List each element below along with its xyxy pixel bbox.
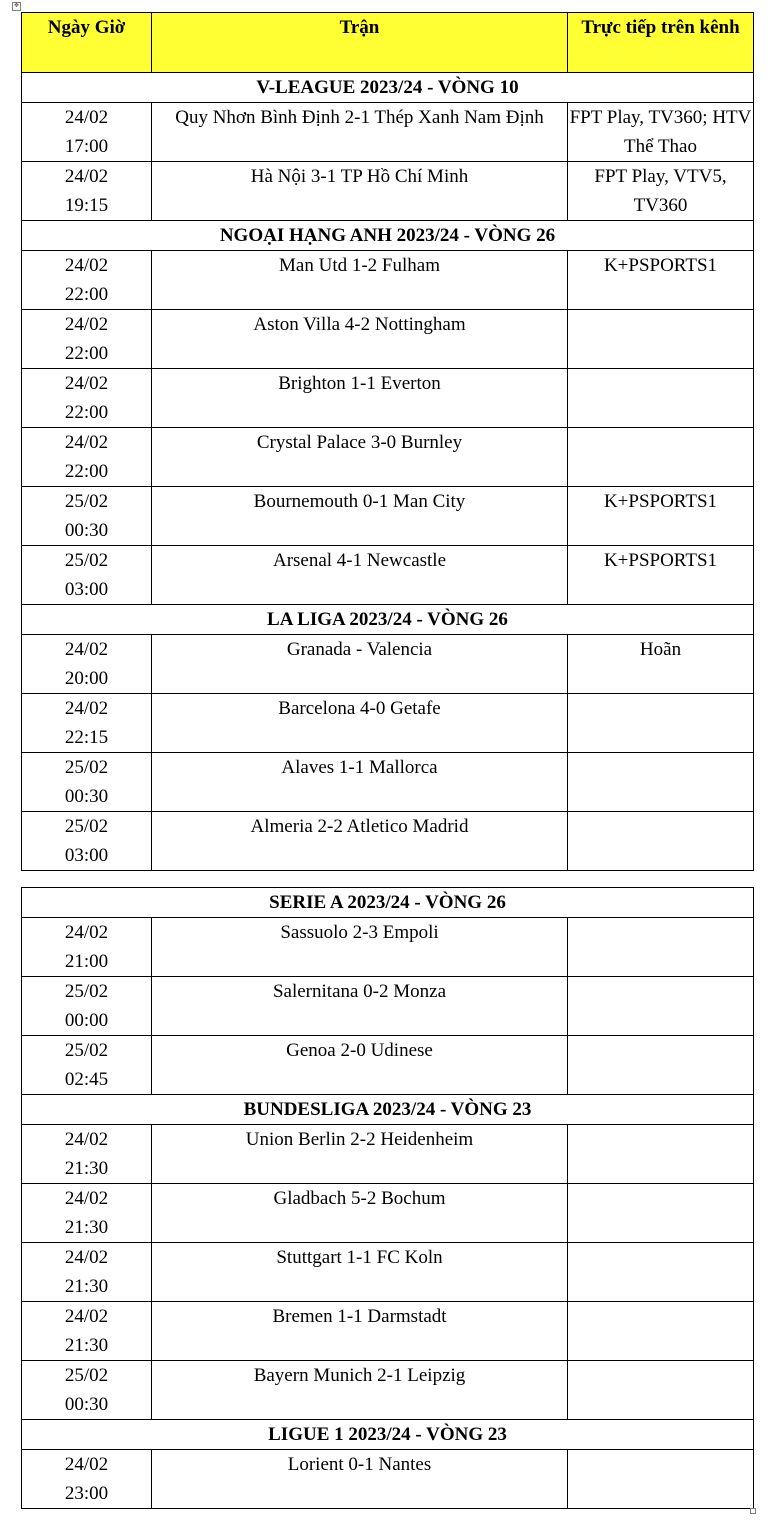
match-row [22,1125,754,1184]
match-time: 21:30 [64,1335,109,1356]
match-channel [568,753,754,812]
match-channel [568,1184,754,1243]
match-name: Sassuolo 2-3 Empoli [152,918,568,977]
match-name: Alaves 1-1 Mallorca [152,753,568,812]
match-name: Bremen 1-1 Darmstadt [152,1302,568,1361]
section-row [22,1420,754,1450]
section-row [22,73,754,103]
match-name: Granada - Valencia [152,635,568,694]
match-time: 22:00 [64,284,109,305]
match-name: Crystal Palace 3-0 Burnley [152,428,568,487]
match-datetime-cell [22,1184,152,1243]
match-time: 00:30 [64,1394,109,1415]
match-date: 24/02 [64,1129,109,1150]
match-date: 25/02 [64,1365,109,1386]
match-date: 24/02 [64,107,109,128]
match-time: 00:30 [64,520,109,541]
match-name: Union Berlin 2-2 Heidenheim [152,1125,568,1184]
match-row [22,103,754,162]
match-row [22,812,754,871]
match-time: 22:00 [64,402,109,423]
match-time: 00:00 [64,1010,109,1031]
match-name: Stuttgart 1-1 FC Koln [152,1243,568,1302]
match-time: 22:00 [64,461,109,482]
match-name: Quy Nhơn Bình Định 2-1 Thép Xanh Nam Định [152,103,568,162]
match-channel: K+PSPORTS1 [568,546,754,605]
match-date: 24/02 [64,1247,109,1268]
match-row [22,977,754,1036]
match-row [22,753,754,812]
header-row [22,13,754,73]
match-datetime-cell [22,1036,152,1095]
match-channel: Hoãn [568,635,754,694]
match-row [22,162,754,221]
section-title: LIGUE 1 2023/24 - VÒNG 23 [22,1420,754,1450]
match-name: Bournemouth 0-1 Man City [152,487,568,546]
match-row [22,1243,754,1302]
match-time: 19:15 [64,195,109,216]
match-date: 24/02 [64,639,109,660]
match-name: Gladbach 5-2 Bochum [152,1184,568,1243]
match-time: 21:00 [64,951,109,972]
match-datetime-cell [22,635,152,694]
match-row [22,918,754,977]
match-date: 24/02 [64,922,109,943]
match-row [22,1361,754,1420]
match-row [22,310,754,369]
match-datetime-cell [22,812,152,871]
match-datetime-cell [22,1125,152,1184]
match-date: 25/02 [64,550,109,571]
match-date: 24/02 [64,314,109,335]
match-channel: FPT Play, VTV5, TV360 [568,162,754,221]
match-time: 00:30 [64,786,109,807]
match-date: 25/02 [64,1040,109,1061]
match-date: 24/02 [64,1454,109,1475]
match-channel [568,1450,754,1509]
schedule-table-part-2 [21,887,754,1509]
match-datetime-cell [22,1361,152,1420]
match-channel [568,369,754,428]
section-title: BUNDESLIGA 2023/24 - VÒNG 23 [22,1095,754,1125]
match-row [22,1184,754,1243]
match-name: Almeria 2-2 Atletico Madrid [152,812,568,871]
section-row [22,221,754,251]
section-title: V-LEAGUE 2023/24 - VÒNG 10 [22,73,754,103]
match-name: Lorient 0-1 Nantes [152,1450,568,1509]
match-time: 20:00 [64,668,109,689]
match-channel [568,1036,754,1095]
match-channel: FPT Play, TV360; HTV Thể Thao [568,103,754,162]
match-datetime-cell [22,753,152,812]
match-datetime-cell [22,251,152,310]
match-time: 21:30 [64,1158,109,1179]
match-date: 24/02 [64,1306,109,1327]
section-title: LA LIGA 2023/24 - VÒNG 26 [22,605,754,635]
match-name: Barcelona 4-0 Getafe [152,694,568,753]
match-channel [568,1125,754,1184]
match-datetime-cell [22,918,152,977]
match-datetime-cell [22,103,152,162]
match-date: 25/02 [64,757,109,778]
match-name: Aston Villa 4-2 Nottingham [152,310,568,369]
match-datetime-cell [22,310,152,369]
match-datetime-cell [22,428,152,487]
match-datetime-cell [22,369,152,428]
match-date: 24/02 [64,166,109,187]
match-name: Hà Nội 3-1 TP Hồ Chí Minh [152,162,568,221]
match-channel [568,1302,754,1361]
match-name: Bayern Munich 2-1 Leipzig [152,1361,568,1420]
match-channel [568,310,754,369]
match-name: Salernitana 0-2 Monza [152,977,568,1036]
match-datetime-cell [22,977,152,1036]
match-time: 03:00 [64,845,109,866]
match-datetime-cell [22,162,152,221]
match-datetime-cell [22,487,152,546]
match-row [22,1036,754,1095]
match-date: 24/02 [64,698,109,719]
match-date: 24/02 [64,432,109,453]
match-row [22,694,754,753]
match-name: Genoa 2-0 Udinese [152,1036,568,1095]
match-channel [568,428,754,487]
section-row [22,1095,754,1125]
match-datetime-cell [22,1450,152,1509]
match-row [22,428,754,487]
match-time: 22:15 [64,727,109,748]
match-channel [568,977,754,1036]
match-row [22,635,754,694]
match-row [22,1302,754,1361]
match-datetime-cell [22,1243,152,1302]
match-channel [568,1361,754,1420]
match-name: Arsenal 4-1 Newcastle [152,546,568,605]
match-time: 21:30 [64,1217,109,1238]
match-time: 22:00 [64,343,109,364]
match-channel: K+PSPORTS1 [568,251,754,310]
match-date: 24/02 [64,255,109,276]
section-row [22,888,754,918]
section-title: NGOẠI HẠNG ANH 2023/24 - VÒNG 26 [22,221,754,251]
match-channel [568,1243,754,1302]
match-time: 02:45 [64,1069,109,1090]
match-row [22,487,754,546]
match-date: 25/02 [64,816,109,837]
match-row [22,251,754,310]
match-channel [568,812,754,871]
match-time: 23:00 [64,1483,109,1504]
header-channel: Trực tiếp trên kênh [568,13,754,73]
match-date: 25/02 [64,491,109,512]
match-row [22,369,754,428]
match-channel [568,694,754,753]
table-resize-handle[interactable] [750,1508,756,1514]
match-datetime-cell [22,1302,152,1361]
match-time: 21:30 [64,1276,109,1297]
section-title: SERIE A 2023/24 - VÒNG 26 [22,888,754,918]
match-row [22,1450,754,1509]
match-row [22,546,754,605]
match-datetime-cell [22,546,152,605]
match-name: Man Utd 1-2 Fulham [152,251,568,310]
match-name: Brighton 1-1 Everton [152,369,568,428]
header-date-time: Ngày Giờ [22,13,152,73]
match-time: 17:00 [64,136,109,157]
section-row [22,605,754,635]
match-datetime-cell [22,694,152,753]
match-date: 24/02 [64,1188,109,1209]
header-match: Trận [152,13,568,73]
table-anchor-icon[interactable]: ✥ [13,3,20,9]
match-channel [568,918,754,977]
match-date: 24/02 [64,373,109,394]
match-time: 03:00 [64,579,109,600]
match-channel: K+PSPORTS1 [568,487,754,546]
schedule-table-part-1 [21,12,754,871]
match-date: 25/02 [64,981,109,1002]
